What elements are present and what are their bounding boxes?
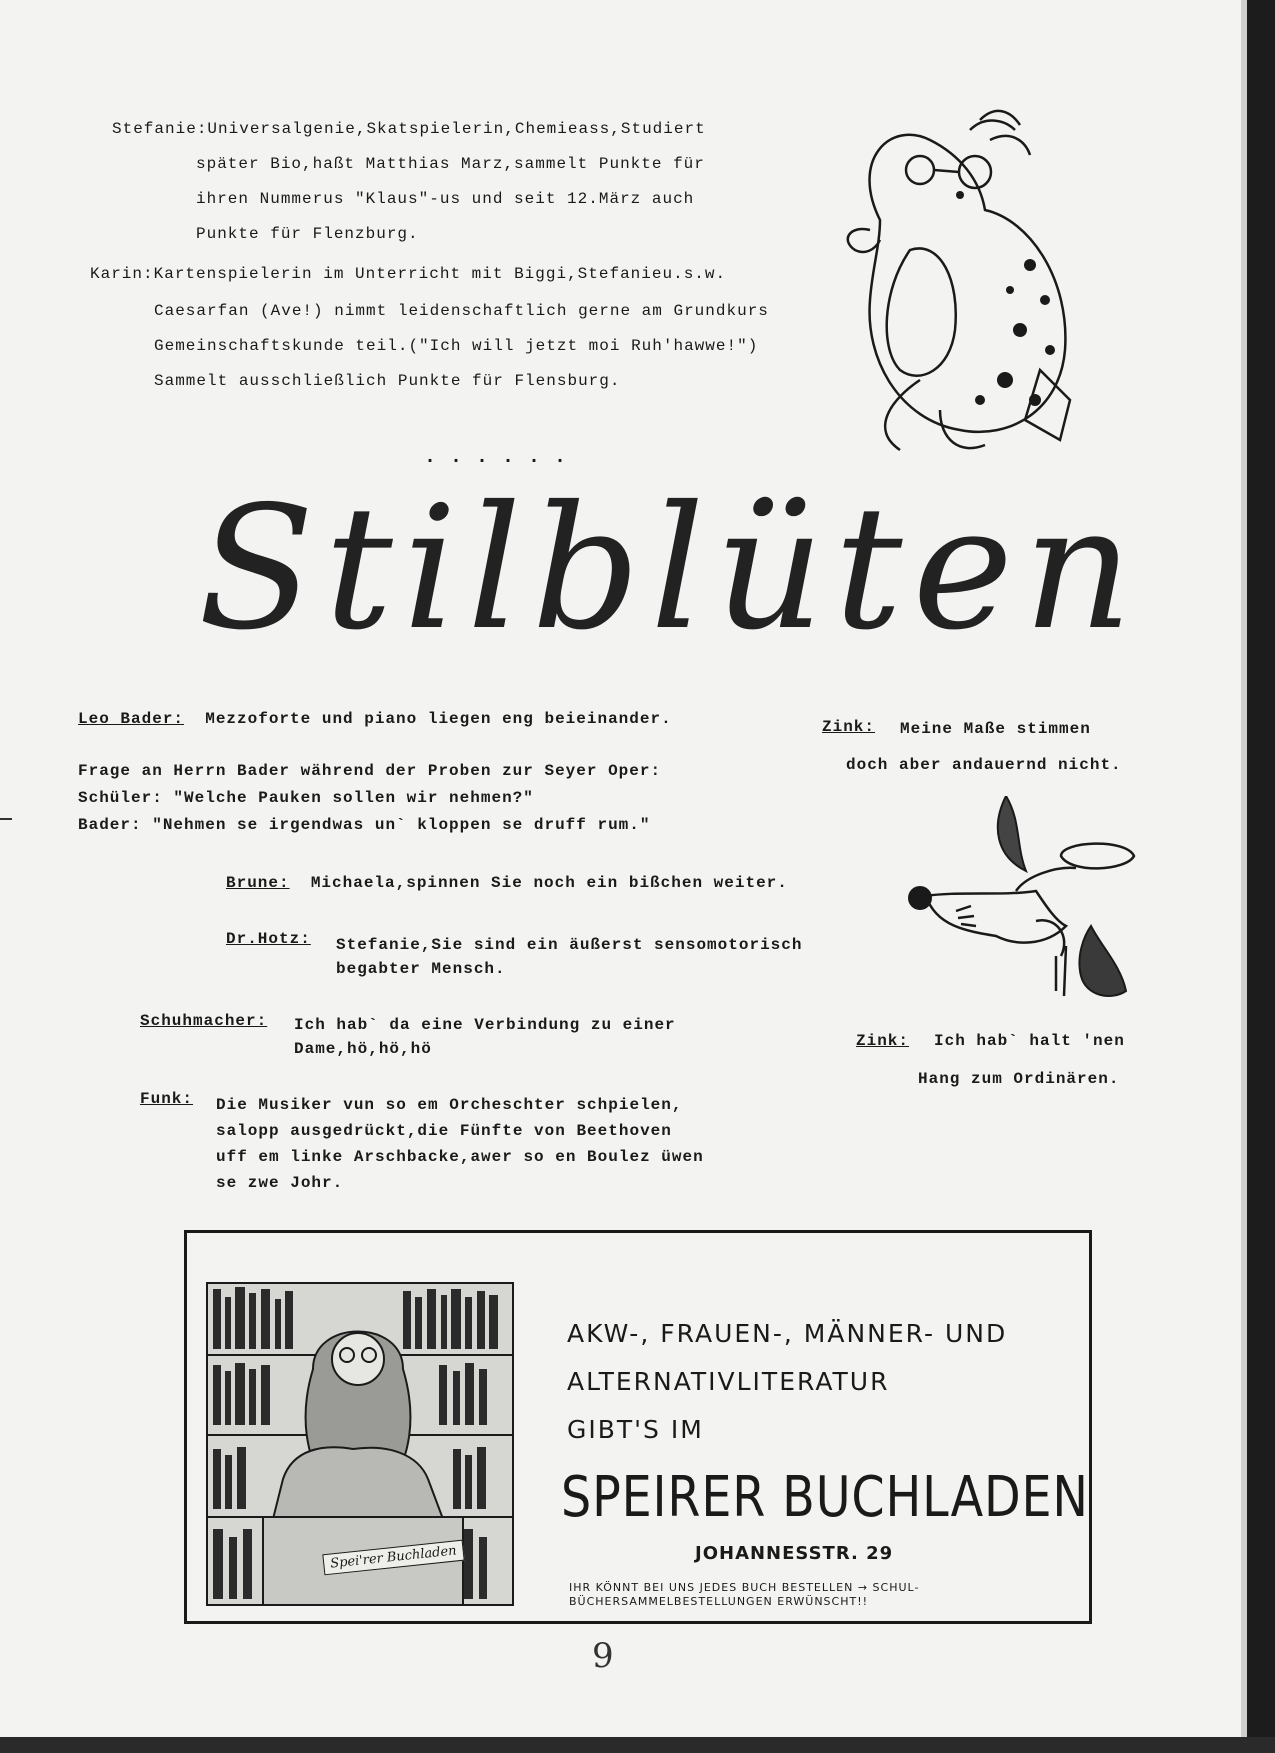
separator-dots: ...... <box>424 446 581 469</box>
quote-funk-line-2: salopp ausgedrückt,die Fünfte von Beethoven <box>216 1122 672 1140</box>
page-number: 9 <box>592 1636 614 1676</box>
scan-edge-shadow <box>1241 0 1247 1753</box>
page-title: Stilblüten <box>198 470 1143 668</box>
ad-line-2: ALTERNATIVLITERATUR <box>567 1367 890 1396</box>
speaker-brune: Brune: <box>226 874 290 892</box>
quote-funk-line-1: Die Musiker vun so em Orcheschter schpielen, <box>216 1096 683 1114</box>
quote-brune <box>226 874 788 892</box>
profile-stefanie-line-2: später Bio,haßt Matthias Marz,sammelt Punkte für <box>196 155 705 173</box>
quote-schueler: Schüler: "Welche Pauken sollen wir nehmen?" <box>78 789 534 807</box>
quote-bader: Bader: "Nehmen se irgendwas un` kloppen se druff rum." <box>78 816 651 834</box>
profile-karin-line-1: Karin:Kartenspielerin im Unterricht mit Biggi,Stefanieu.s.w. <box>90 265 727 283</box>
quote-frage: Frage an Herrn Bader während der Proben zur Seyer Oper: <box>78 762 662 780</box>
speaker-schuhmacher: Schuhmacher: <box>140 1012 268 1030</box>
speaker-zink-1: Zink: <box>822 718 876 736</box>
ad-small-line-1: IHR KÖNNT BEI UNS JEDES BUCH BESTELLEN → SCHUL- <box>569 1581 920 1594</box>
margin-mark <box>0 818 12 820</box>
quote-funk-line-4: se zwe Johr. <box>216 1174 344 1192</box>
quote-zink-2-line-1: Ich hab` halt 'nen <box>934 1032 1125 1050</box>
quote-zink-2-line-2: Hang zum Ordinären. <box>918 1070 1120 1088</box>
profile-karin-line-4: Sammelt ausschließlich Punkte für Flensburg. <box>154 372 621 390</box>
speaker-hotz: Dr.Hotz: <box>226 930 311 948</box>
quote-funk-line-3: uff em linke Arschbacke,awer so en Boulez üwen <box>216 1148 704 1166</box>
quote-leo <box>78 710 672 728</box>
profile-karin-line-3: Gemeinschaftskunde teil.("Ich will jetzt moi Ruh'hawwe!") <box>154 337 759 355</box>
profile-karin-line-2: Caesarfan (Ave!) nimmt leidenschaftlich gerne am Grundkurs <box>154 302 769 320</box>
cartoon-dog-illustration <box>896 796 1146 1006</box>
ad-small-line-2: BÜCHERSAMMELBESTELLUNGEN ERWÜNSCHT!! <box>569 1595 869 1608</box>
quote-zink-1-line-1: Meine Maße stimmen <box>900 720 1091 738</box>
quote-brune-text: Michaela,spinnen Sie noch ein bißchen weiter. <box>310 874 788 892</box>
profile-stefanie-line-4: Punkte für Flenzburg. <box>196 225 419 243</box>
speaker-zink-2: Zink: <box>856 1032 910 1050</box>
quote-schuhmacher-line-1: Ich hab` da eine Verbindung zu einer <box>294 1016 676 1034</box>
ad-line-1: AKW-, FRAUEN-, MÄNNER- UND <box>567 1319 1008 1348</box>
quote-hotz-line-1: Stefanie,Sie sind ein äußerst sensomotorisch <box>336 936 803 954</box>
bookshop-advertisement <box>184 1230 1092 1624</box>
speaker-funk: Funk: <box>140 1090 194 1108</box>
quote-hotz-line-2: begabter Mensch. <box>336 960 506 978</box>
profile-stefanie-line-1: Stefanie:Universalgenie,Skatspielerin,Chemieass,Studiert <box>112 120 706 138</box>
ad-line-3: GIBT'S IM <box>567 1415 704 1444</box>
speaker-leo: Leo Bader: <box>78 710 185 728</box>
cartoon-creature-illustration <box>810 100 1140 480</box>
quote-leo-text: Mezzoforte und piano liegen eng beieinander. <box>205 710 672 728</box>
quote-zink-1-line-2: doch aber andauernd nicht. <box>846 756 1122 774</box>
quote-schuhmacher-line-2: Dame,hö,hö,hö <box>294 1040 432 1058</box>
profile-stefanie-line-3: ihren Nummerus "Klaus"-us und seit 12.März auch <box>196 190 695 208</box>
scan-edge-bottom <box>0 1737 1275 1753</box>
ad-shop-name: SPEIRER BUCHLADEN <box>561 1465 1089 1530</box>
bookshop-sign: Spei'rer Buchladen <box>322 1540 464 1576</box>
scan-edge-right <box>1247 0 1275 1753</box>
ad-address: JOHANNESSTR. 29 <box>695 1543 894 1564</box>
